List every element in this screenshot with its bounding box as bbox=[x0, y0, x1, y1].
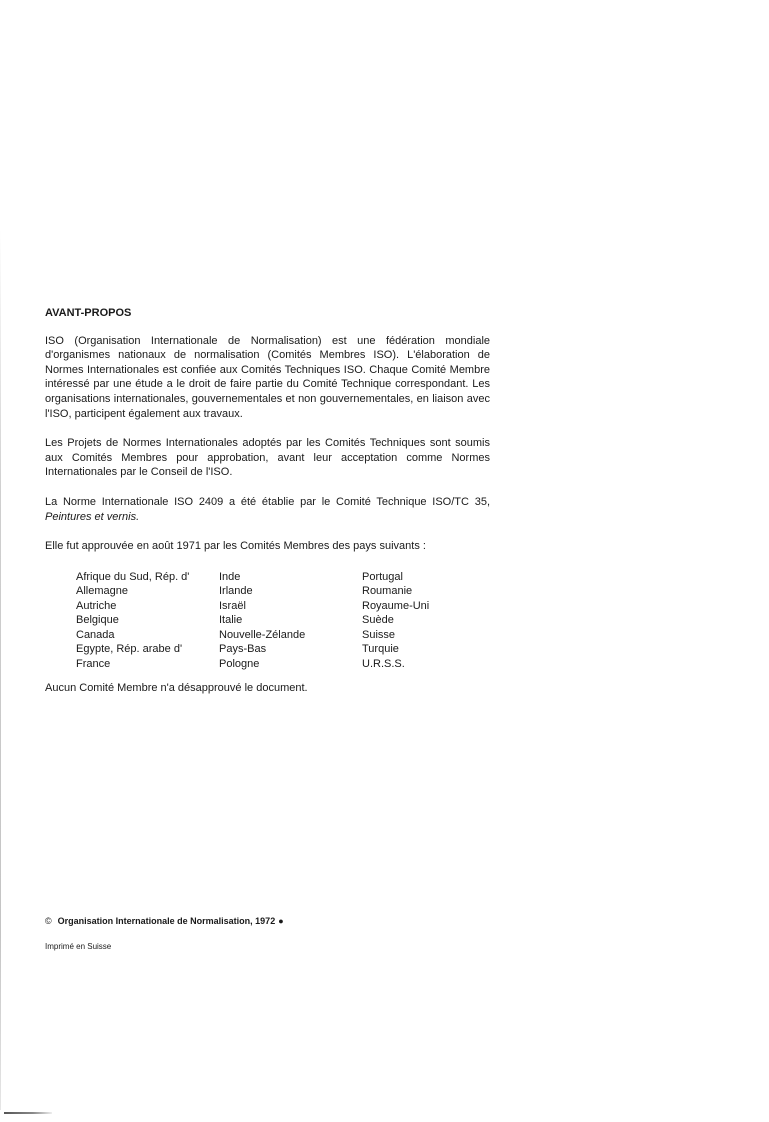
copyright-text: Organisation Internationale de Normalisation, 1972 bbox=[57, 916, 276, 926]
iso-2409-text: La Norme Internationale ISO 2409 a été établie par le Comité Technique ISO/TC 35, bbox=[45, 495, 490, 508]
country-item: Irlande bbox=[219, 585, 253, 598]
country-item: Inde bbox=[219, 570, 241, 583]
paragraph-draft-standards: Les Projets de Normes Internationales adoptés par les Comités Techniques sont soumis aux Comités Membres pour approbation, avant leur acceptation comme Normes Internationales par le Conseil de l'ISO. bbox=[45, 437, 490, 479]
country-column-2 bbox=[219, 570, 362, 672]
country-item: Pays-Bas bbox=[219, 643, 267, 656]
page-edge-shadow bbox=[0, 230, 1, 1110]
country-item: Egypte, Rép. arabe d' bbox=[76, 643, 183, 656]
approving-countries-list bbox=[76, 570, 490, 672]
country-item: Italie bbox=[219, 614, 243, 627]
country-item: Turquie bbox=[362, 643, 399, 656]
country-item: U.R.S.S. bbox=[362, 657, 405, 670]
committee-title: Peintures et vernis. bbox=[45, 510, 140, 523]
country-item: Autriche bbox=[76, 599, 117, 612]
country-item: Israël bbox=[219, 599, 246, 612]
country-item: Pologne bbox=[219, 657, 260, 670]
copyright-notice bbox=[45, 916, 284, 926]
bottom-scan-mark bbox=[4, 1112, 52, 1114]
country-item: Nouvelle-Zélande bbox=[219, 628, 306, 641]
paragraph-approval: Elle fut approuvée en août 1971 par les Comités Membres des pays suivants : bbox=[45, 540, 426, 553]
section-heading: AVANT-PROPOS bbox=[45, 307, 132, 319]
country-item: Afrique du Sud, Rép. d' bbox=[76, 570, 190, 583]
printed-in-notice: Imprimé en Suisse bbox=[45, 942, 112, 951]
paragraph-iso-2409 bbox=[45, 495, 490, 524]
country-column-3 bbox=[362, 570, 482, 672]
country-item: Suède bbox=[362, 614, 394, 627]
copyright-symbol: © bbox=[45, 916, 52, 926]
bullet-icon: ● bbox=[278, 916, 284, 926]
foreword-section bbox=[45, 306, 490, 696]
country-item: Allemagne bbox=[76, 585, 128, 598]
country-item: France bbox=[76, 657, 111, 670]
paragraph-no-disapproval: Aucun Comité Membre n'a désapprouvé le document. bbox=[45, 682, 308, 695]
paragraph-iso-intro: ISO (Organisation Internationale de Normalisation) est une fédération mondiale d'organismes nationaux de normalisation (Comités Membres ISO). L'élaboration de Normes Internationales est confiée aux Comités Techniques ISO. Chaque Comité Membre intéressé par une étude a le droit de faire partie du Comité Technique correspondant. Les organisations internationales, gouvernementales et non gouvernementales, en liaison avec l'ISO, participent également aux travaux. bbox=[45, 334, 490, 420]
country-item: Canada bbox=[76, 628, 115, 641]
country-item: Portugal bbox=[362, 570, 403, 583]
country-column-1 bbox=[76, 570, 219, 672]
country-item: Belgique bbox=[76, 614, 119, 627]
country-item: Roumanie bbox=[362, 585, 413, 598]
country-item: Royaume-Uni bbox=[362, 599, 430, 612]
country-item: Suisse bbox=[362, 628, 396, 641]
